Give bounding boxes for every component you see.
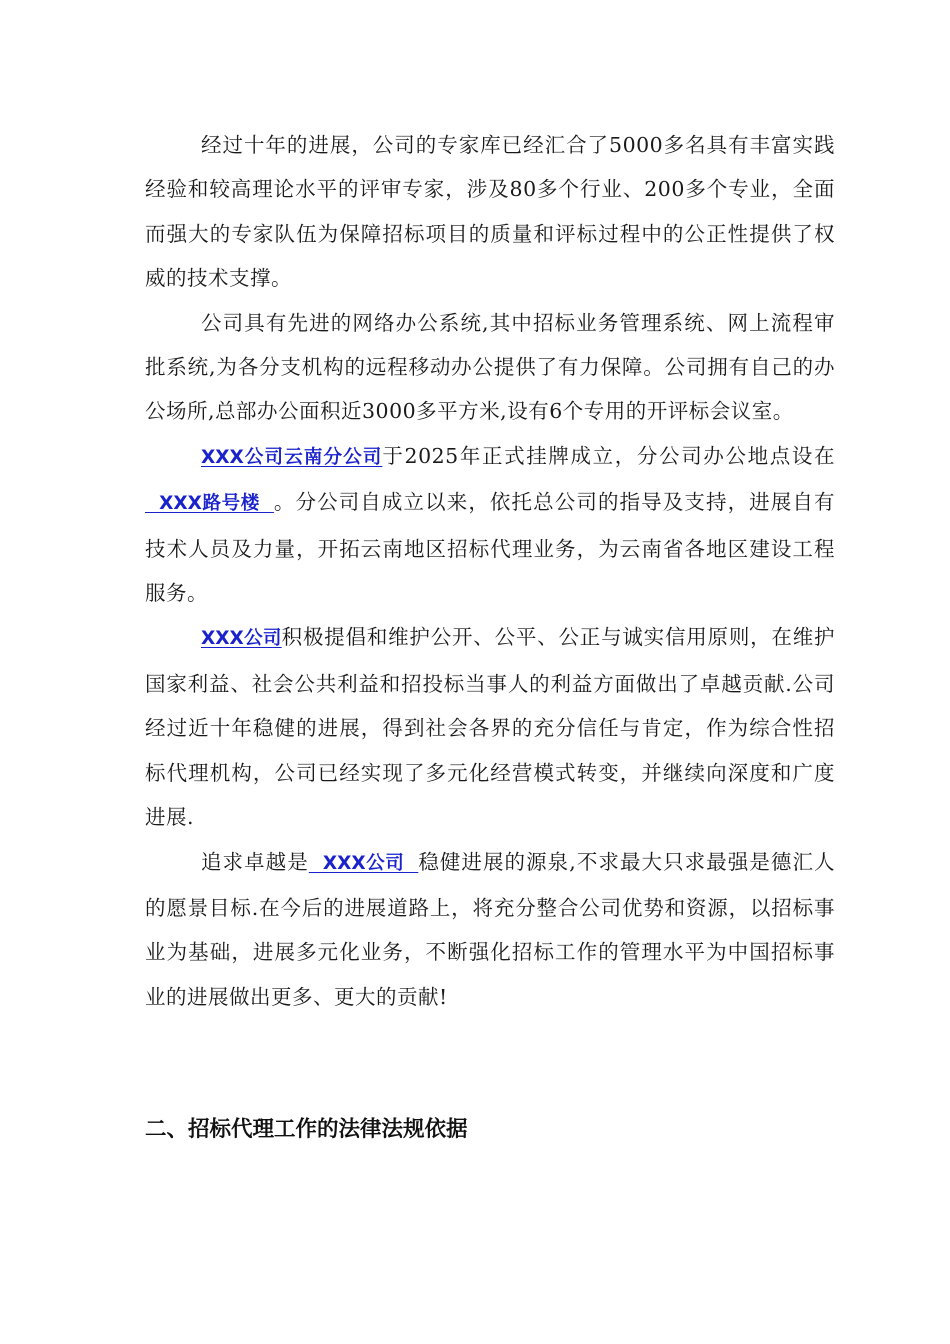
- address-link[interactable]: XXX路号楼: [145, 493, 274, 515]
- vision-text-2: 稳健进展的源泉,不求最大只求最强是德汇人的愿景目标.在今后的进展道路上，将充分整合公司优势和资源，以招标事业为基础，进展多元化业务，不断强化招标工作的管理水平为中国招标事业的进展做出更多、更大的贡献!: [145, 849, 836, 1009]
- section-heading: 二、招标代理工作的法律法规依据: [145, 1117, 468, 1142]
- paragraph-vision: [145, 840, 835, 1020]
- paragraph-expert-pool: 经过十年的进展，公司的专家库已经汇合了5000多名具有丰富实践经验和较高理论水平的评审专家，涉及80多个行业、200多个专业，全面而强大的专家队伍为保障招标项目的质量和评标过程中的公正性提供了权威的技术支撑。: [145, 133, 835, 291]
- paragraph-office-system: 公司具有先进的网络办公系统,其中招标业务管理系统、网上流程审批系统,为各分支机构的远程移动办公提供了有力保障。公司拥有自己的办公场所,总部办公面积近3000多平方米,设有6个专用的开评标会议室。: [145, 310, 835, 424]
- paragraph-principles: [145, 615, 835, 839]
- vision-text-1: 追求卓越是: [201, 849, 309, 874]
- document-body: [145, 123, 835, 1019]
- paragraph-yunnan-branch: [145, 434, 835, 616]
- principles-text: 积极提倡和维护公开、公平、公正与诚实信用原则，在维护国家利益、社会公共利益和招投标当事人的利益方面做出了卓越贡献.公司经过近十年稳健的进展，得到社会各界的充分信任与肯定，作为综合性招标代理机构，公司已经实现了多元化经营模式转变，并继续向深度和广度进展.: [145, 625, 835, 830]
- company-link-2[interactable]: XXX公司: [308, 852, 419, 874]
- company-link[interactable]: XXX公司: [201, 628, 282, 650]
- branch-text-1: 于2025年正式挂牌成立，分公司办公地点设在: [382, 443, 836, 468]
- branch-text-2: 。分公司自成立以来，依托总公司的指导及支持，进展自有技术人员及力量，开拓云南地区招标代理业务，为云南省各地区建设工程服务。: [145, 490, 835, 606]
- company-branch-link[interactable]: XXX公司云南分公司: [201, 446, 383, 468]
